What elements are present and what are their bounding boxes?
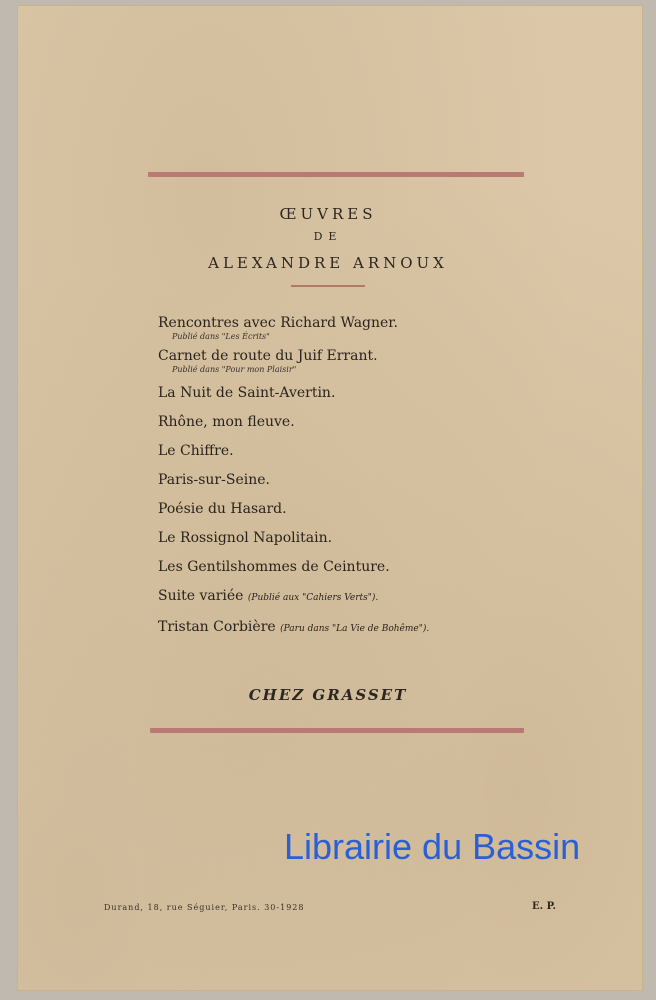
work-item (158, 471, 578, 489)
heading-oeuvres: ŒUVRES (279, 205, 377, 223)
seller-watermark: Librairie du Bassin (284, 826, 581, 867)
work-title: Le Chiffre. (158, 443, 234, 459)
heading-author: ALEXANDRE ARNOUX (208, 254, 448, 272)
publisher-name: CHEZ GRASSET (248, 686, 408, 704)
work-inline-note: (Publié aux "Cahiers Verts"). (247, 593, 379, 603)
work-title: Les Gentilshommes de Ceinture. (158, 559, 390, 575)
work-item (158, 314, 578, 341)
work-item (158, 442, 578, 460)
work-title: Rhône, mon fleuve. (158, 414, 295, 430)
work-title: Tristan Corbière (158, 619, 276, 635)
work-item (158, 347, 578, 374)
printer-imprint: Durand, 18, rue Séguier, Paris. 30-1928 (104, 903, 305, 912)
bottom-decorative-rule (150, 728, 524, 733)
work-item (158, 558, 578, 576)
work-item (158, 384, 578, 402)
work-note: Publié dans "Les Écrits" (172, 332, 270, 341)
work-title: Rencontres avec Richard Wagner. (158, 315, 398, 331)
heading-divider (291, 285, 365, 287)
work-title: Le Rossignol Napolitain. (158, 530, 333, 546)
heading-de: DE (313, 230, 343, 243)
work-item (158, 618, 578, 638)
work-item (158, 587, 578, 607)
works-list (158, 314, 578, 638)
work-item (158, 500, 578, 518)
work-title: Poésie du Hasard. (158, 501, 287, 517)
work-title: Suite variée (158, 588, 244, 604)
top-decorative-rule (148, 172, 524, 177)
work-title: La Nuit de Saint-Avertin. (158, 385, 336, 401)
work-title: Paris-sur-Seine. (158, 472, 270, 488)
footer-initials: E. P. (532, 901, 556, 912)
work-note: Publié dans "Pour mon Plaisir" (172, 365, 297, 374)
work-title: Carnet de route du Juif Errant. (158, 348, 378, 364)
work-item (158, 413, 578, 431)
work-item (158, 529, 578, 547)
work-inline-note: (Paru dans "La Vie de Bohême"). (280, 624, 430, 634)
